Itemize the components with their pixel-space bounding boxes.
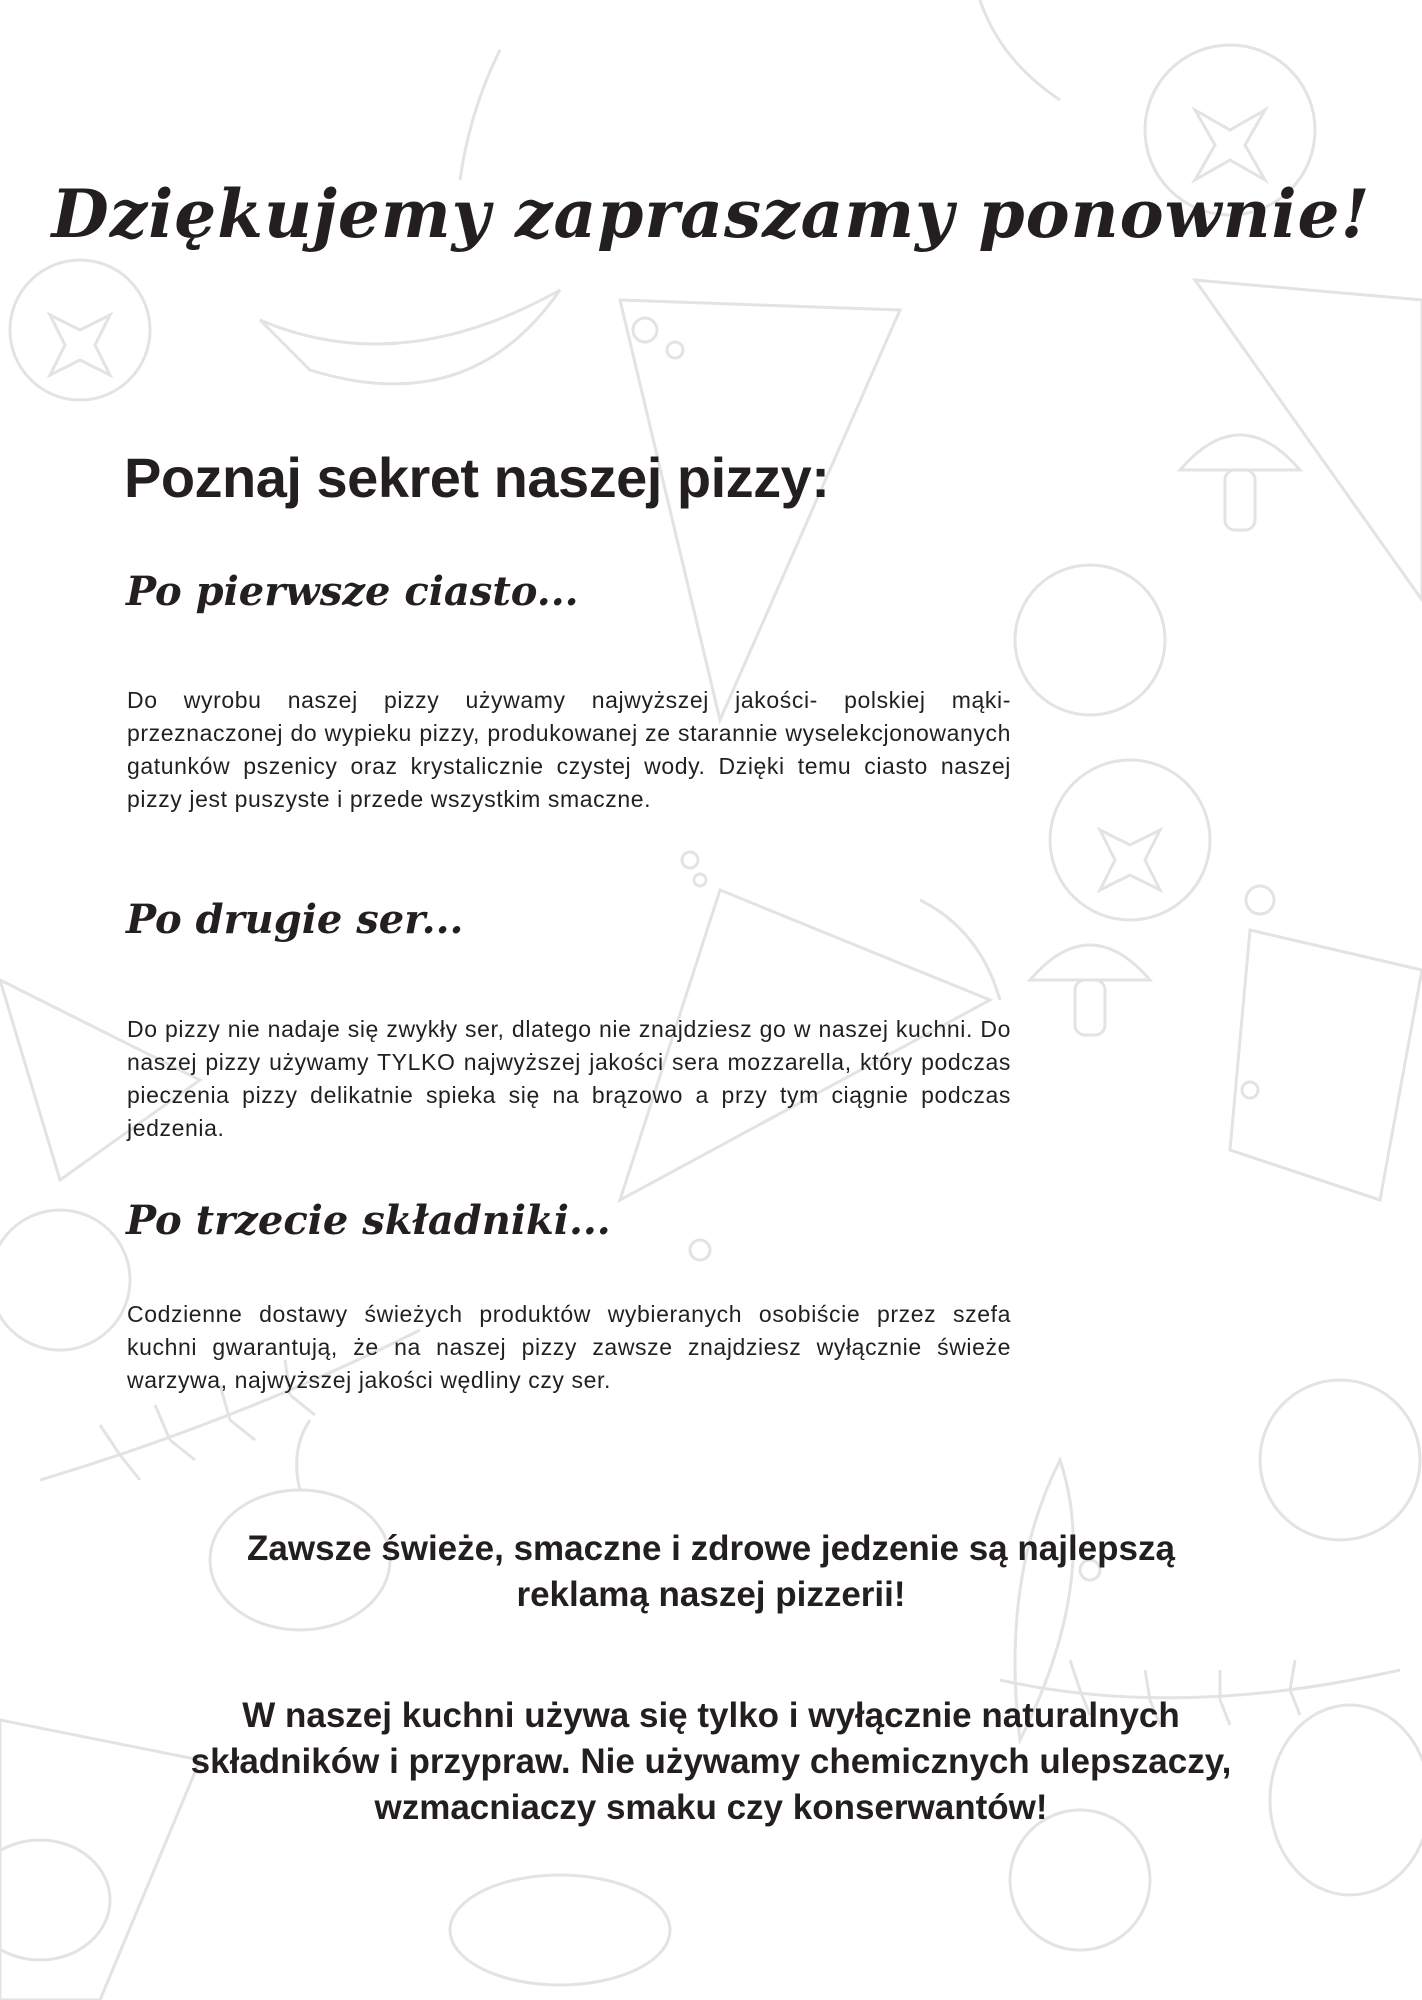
claim-line: Zawsze świeże, smaczne i zdrowe jedzenie są najlepszą: [247, 1529, 1175, 1568]
claim-line: składników i przypraw. Nie używamy chemicznych ulepszaczy,: [190, 1742, 1232, 1781]
secret-title: Poznaj sekret naszej pizzy:: [124, 446, 830, 509]
thanks-heading: Dziękujemy zapraszamy ponownie!: [51, 175, 1371, 253]
section-heading-dough: Po pierwsze ciasto...: [126, 568, 579, 615]
section-heading-ingredients: Po trzecie składniki...: [126, 1197, 611, 1244]
section-text-cheese: Do pizzy nie nadaje się zwykły ser, dlatego nie znajdziesz go w naszej kuchni. Do naszej pizzy używamy TYLKO najwyższej jakości sera mozzarella, który podczas pieczenia pizzy delikatnie spieka się na brązowo a przy tym ciągnie podczas jedzenia.: [127, 1016, 1011, 1141]
claim-natural-ingredients: [0, 1693, 1422, 1831]
section-heading-cheese: Po drugie ser...: [126, 896, 464, 943]
claim-line: reklamą naszej pizzerii!: [516, 1575, 906, 1614]
claim-line: wzmacniaczy smaku czy konserwantów!: [374, 1788, 1048, 1827]
section-text-ingredients: Codzienne dostawy świeżych produktów wybieranych osobiście przez szefa kuchni gwarantują, że na naszej pizzy zawsze znajdziesz wyłącznie świeże warzywa, najwyższej jakości wędliny czy ser.: [127, 1301, 1011, 1393]
section-text-dough: Do wyrobu naszej pizzy używamy najwyższej jakości- polskiej mąki- przeznaczonej do wypieku pizzy, produkowanej ze starannie wyselekcjonowanych gatunków pszenicy oraz krystalicznie czystej wody. Dzięki temu ciasto naszej pizzy jest puszyste i przede wszystkim smaczne.: [127, 687, 1011, 812]
claim-fresh-food: [0, 1526, 1422, 1618]
claim-line: W naszej kuchni używa się tylko i wyłącznie naturalnych: [242, 1696, 1180, 1735]
